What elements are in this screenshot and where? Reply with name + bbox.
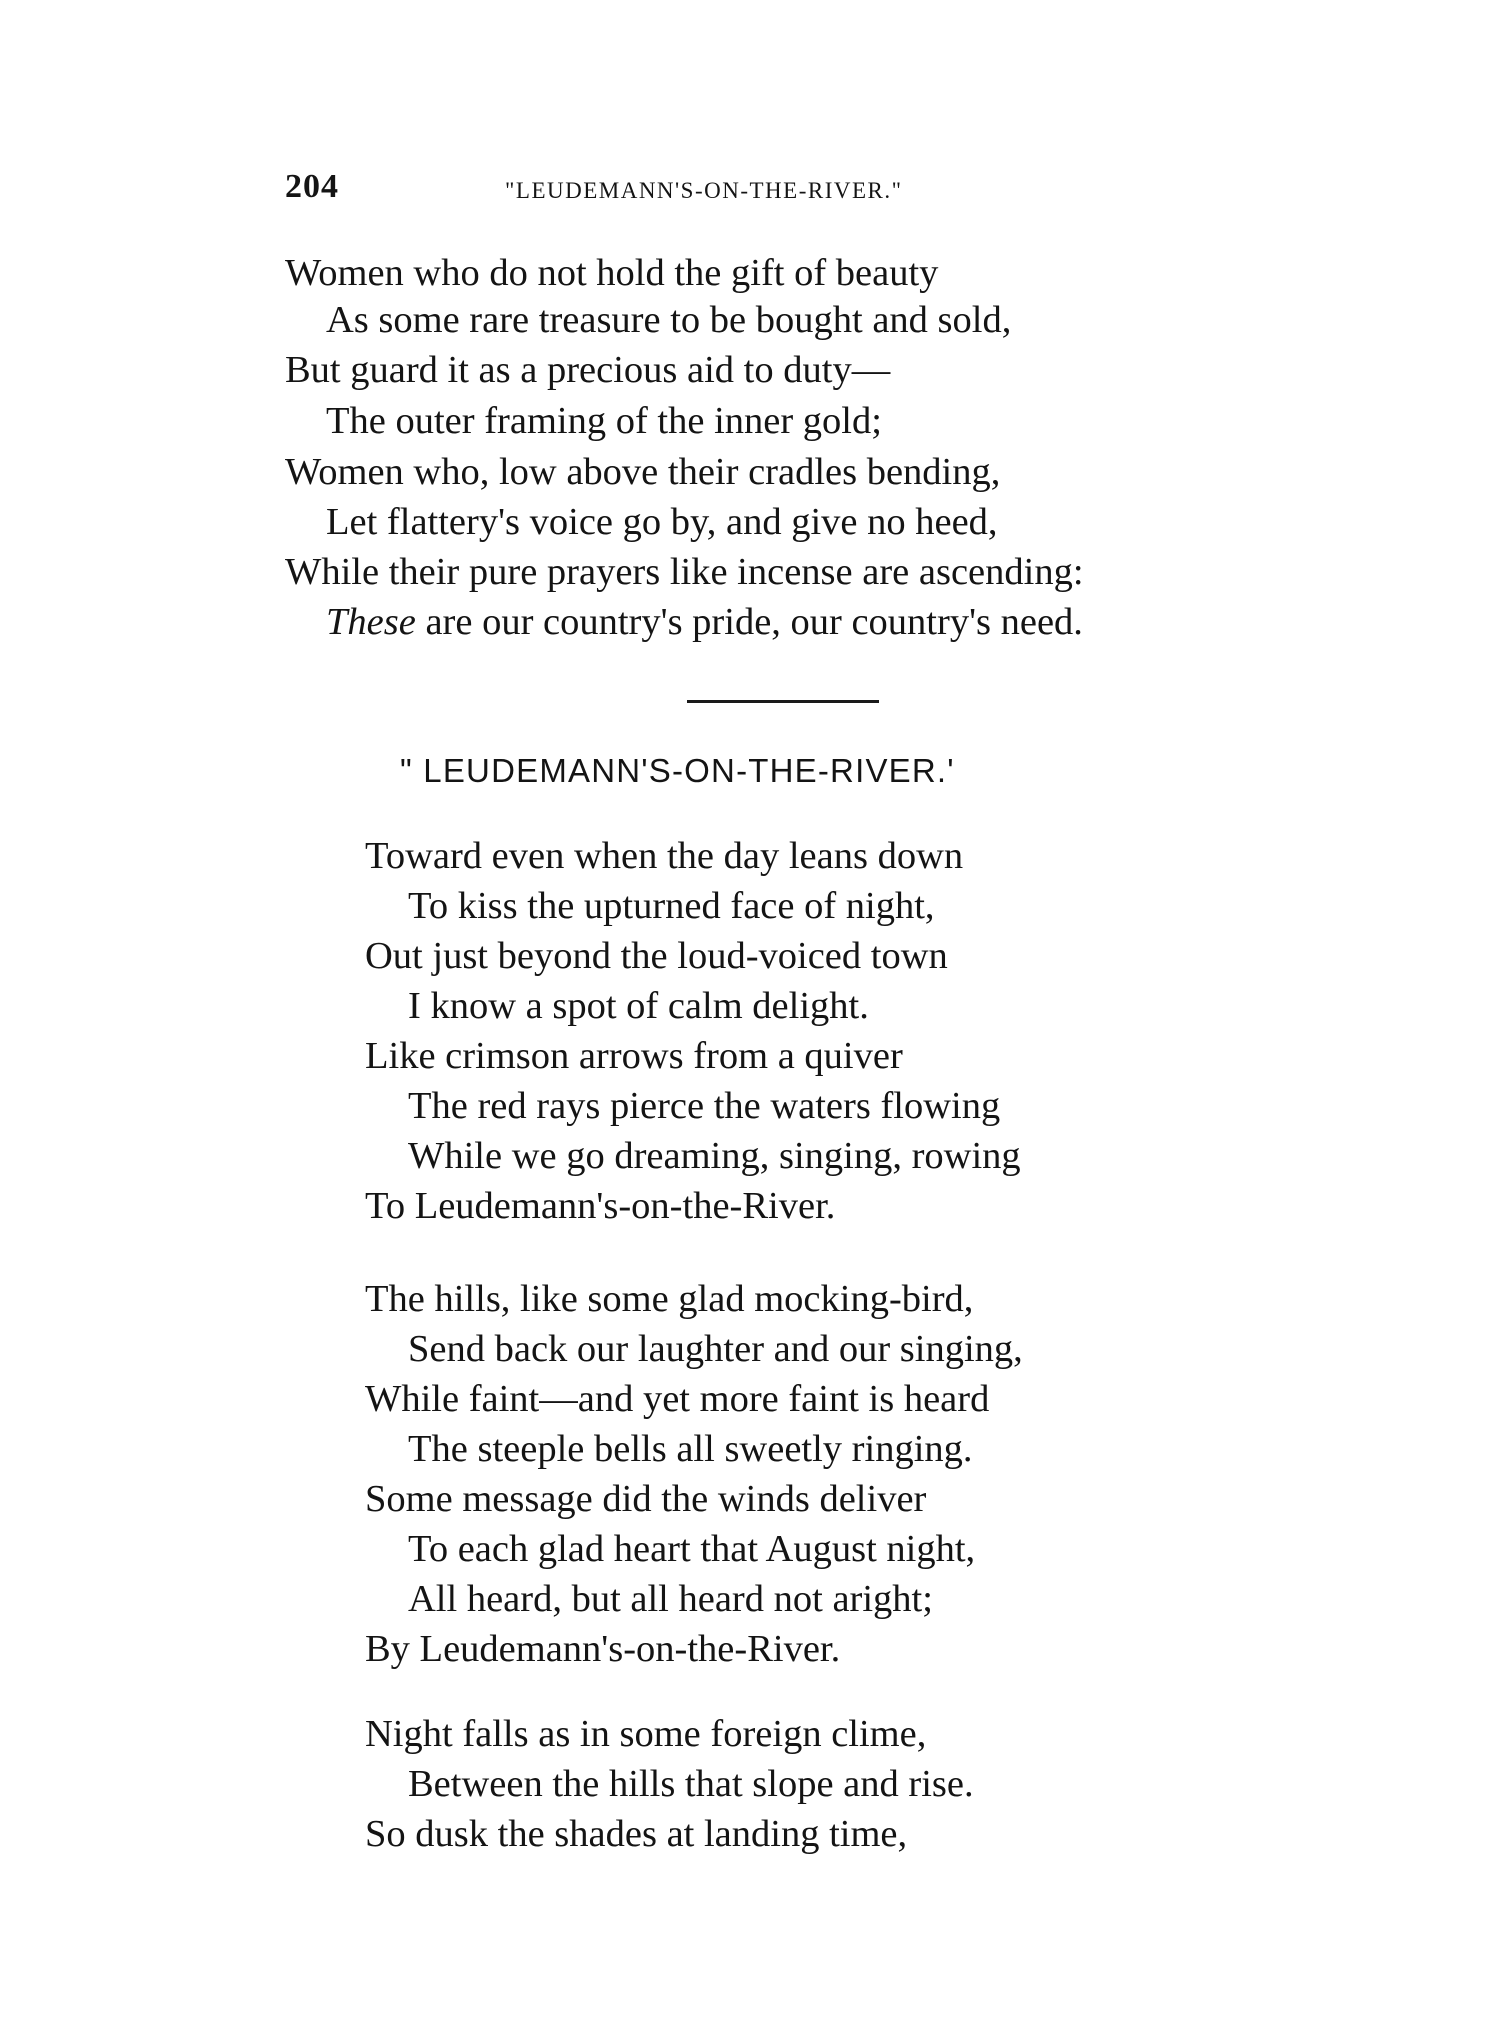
verse-line: All heard, but all heard not aright; <box>408 1578 933 1620</box>
verse-line-last <box>326 599 1083 645</box>
verse-line: To kiss the upturned face of night, <box>408 885 935 927</box>
verse-line: Women who do not hold the gift of beauty <box>285 252 939 294</box>
verse-line: While faint—and yet more faint is heard <box>365 1378 990 1420</box>
verse-line: Some message did the winds deliver <box>365 1478 927 1520</box>
running-head: "LEUDEMANN'S-ON-THE-RIVER." <box>505 178 903 203</box>
verse-line: Let flattery's voice go by, and give no heed, <box>326 501 998 543</box>
verse-line: The red rays pierce the waters flowing <box>408 1085 1001 1127</box>
verse-line: The hills, like some glad mocking-bird, <box>365 1278 974 1320</box>
verse-line-remainder: are our country's pride, our country's need. <box>415 601 1083 643</box>
verse-line: But guard it as a precious aid to duty— <box>285 349 891 391</box>
verse-line: Between the hills that slope and rise. <box>408 1763 974 1805</box>
verse-line: While their pure prayers like incense are ascending: <box>285 551 1084 593</box>
page-header <box>285 168 1185 216</box>
verse-line: The steeple bells all sweetly ringing. <box>408 1428 973 1470</box>
verse-line: Women who, low above their cradles bending, <box>285 451 1001 493</box>
verse-line: Night falls as in some foreign clime, <box>365 1713 927 1755</box>
verse-line: Send back our laughter and our singing, <box>408 1328 1023 1370</box>
verse-line: To Leudemann's-on-the-River. <box>365 1185 836 1227</box>
verse-line: So dusk the shades at landing time, <box>365 1813 908 1855</box>
verse-line: Toward even when the day leans down <box>365 835 964 877</box>
verse-line: While we go dreaming, singing, rowing <box>408 1135 1021 1177</box>
verse-line: I know a spot of calm delight. <box>408 985 869 1027</box>
verse-line: The outer framing of the inner gold; <box>326 400 882 442</box>
section-divider <box>687 700 879 703</box>
verse-line: Out just beyond the loud-voiced town <box>365 935 948 977</box>
verse-line: To each glad heart that August night, <box>408 1528 976 1570</box>
verse-line: Like crimson arrows from a quiver <box>365 1035 903 1077</box>
page-number: 204 <box>285 168 339 205</box>
poem-title: " LEUDEMANN'S-ON-THE-RIVER.' <box>400 752 955 789</box>
verse-line: By Leudemann's-on-the-River. <box>365 1628 841 1670</box>
italic-word: These <box>326 601 416 643</box>
verse-line: As some rare treasure to be bought and sold, <box>326 299 1012 341</box>
